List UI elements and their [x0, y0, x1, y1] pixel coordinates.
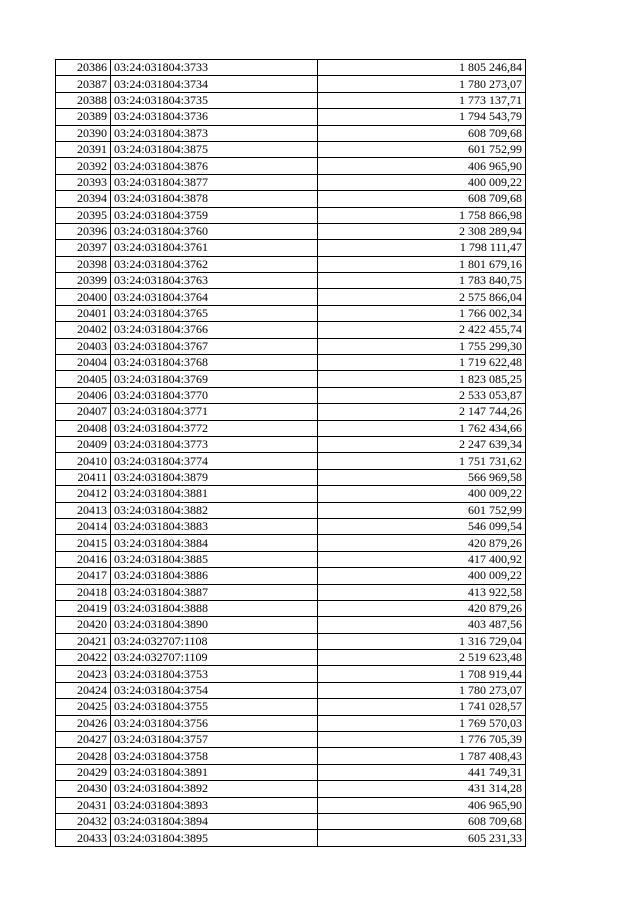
row-number-cell: 20400	[56, 289, 111, 305]
cadastral-value-cell: 1 780 273,07	[318, 76, 526, 92]
table-row	[56, 633, 526, 649]
row-number-cell: 20413	[56, 502, 111, 518]
cadastral-number-cell: 03:24:031804:3894	[111, 813, 318, 829]
row-number-cell: 20396	[56, 223, 111, 239]
cadastral-number-cell: 03:24:031804:3878	[111, 191, 318, 207]
table-row	[56, 436, 526, 452]
row-number-cell: 20419	[56, 600, 111, 616]
cadastral-number-cell: 03:24:031804:3762	[111, 256, 318, 272]
cadastral-value-cell: 2 519 623,48	[318, 650, 526, 666]
table-row	[56, 830, 526, 846]
cadastral-number-cell: 03:24:031804:3760	[111, 223, 318, 239]
row-number-cell: 20426	[56, 715, 111, 731]
table-row	[56, 420, 526, 436]
row-number-cell: 20388	[56, 92, 111, 108]
cadastral-value-cell: 400 009,22	[318, 174, 526, 190]
row-number-cell: 20395	[56, 207, 111, 223]
row-number-cell: 20403	[56, 338, 111, 354]
table-row	[56, 617, 526, 633]
cadastral-value-cell: 1 776 705,39	[318, 732, 526, 748]
cadastral-value-cell: 441 749,31	[318, 764, 526, 780]
table-row	[56, 568, 526, 584]
cadastral-value-cell: 566 969,58	[318, 469, 526, 485]
row-number-cell: 20406	[56, 387, 111, 403]
row-number-cell: 20432	[56, 813, 111, 829]
cadastral-value-cell: 1 805 246,84	[318, 60, 526, 76]
cadastral-number-cell: 03:24:031804:3891	[111, 764, 318, 780]
row-number-cell: 20397	[56, 240, 111, 256]
row-number-cell: 20392	[56, 158, 111, 174]
cadastral-value-cell: 2 247 639,34	[318, 436, 526, 452]
table-row	[56, 682, 526, 698]
row-number-cell: 20409	[56, 436, 111, 452]
table-row	[56, 338, 526, 354]
table-row	[56, 584, 526, 600]
cadastral-number-cell: 03:24:031804:3876	[111, 158, 318, 174]
table-row	[56, 453, 526, 469]
cadastral-number-cell: 03:24:032707:1108	[111, 633, 318, 649]
table-row	[56, 174, 526, 190]
cadastral-number-cell: 03:24:031804:3756	[111, 715, 318, 731]
row-number-cell: 20423	[56, 666, 111, 682]
cadastral-value-cell: 406 965,90	[318, 158, 526, 174]
cadastral-number-cell: 03:24:031804:3877	[111, 174, 318, 190]
table-row	[56, 289, 526, 305]
row-number-cell: 20418	[56, 584, 111, 600]
cadastral-value-cell: 400 009,22	[318, 568, 526, 584]
cadastral-number-cell: 03:24:031804:3767	[111, 338, 318, 354]
cadastral-value-cell: 1 755 299,30	[318, 338, 526, 354]
table-row	[56, 76, 526, 92]
table-row	[56, 469, 526, 485]
cadastral-value-cell: 1 316 729,04	[318, 633, 526, 649]
cadastral-number-cell: 03:24:031804:3875	[111, 141, 318, 157]
cadastral-value-cell: 2 422 455,74	[318, 322, 526, 338]
row-number-cell: 20422	[56, 650, 111, 666]
row-number-cell: 20398	[56, 256, 111, 272]
cadastral-value-cell: 546 099,54	[318, 518, 526, 534]
table-row	[56, 207, 526, 223]
cadastral-value-cell: 2 575 866,04	[318, 289, 526, 305]
cadastral-value-cell: 601 752,99	[318, 502, 526, 518]
table-row	[56, 240, 526, 256]
cadastral-number-cell: 03:24:031804:3773	[111, 436, 318, 452]
row-number-cell: 20433	[56, 830, 111, 846]
cadastral-number-cell: 03:24:031804:3885	[111, 551, 318, 567]
cadastral-value-cell: 1 708 919,44	[318, 666, 526, 682]
table-row	[56, 355, 526, 371]
cadastral-value-table	[55, 59, 526, 847]
cadastral-number-cell: 03:24:031804:3764	[111, 289, 318, 305]
row-number-cell: 20430	[56, 781, 111, 797]
row-number-cell: 20399	[56, 273, 111, 289]
cadastral-number-cell: 03:24:031804:3879	[111, 469, 318, 485]
cadastral-number-cell: 03:24:031804:3736	[111, 109, 318, 125]
table-row	[56, 322, 526, 338]
row-number-cell: 20407	[56, 404, 111, 420]
cadastral-value-cell: 608 709,68	[318, 813, 526, 829]
cadastral-value-cell: 601 752,99	[318, 141, 526, 157]
cadastral-value-cell: 608 709,68	[318, 125, 526, 141]
table-row	[56, 518, 526, 534]
cadastral-number-cell: 03:24:031804:3768	[111, 355, 318, 371]
table-row	[56, 273, 526, 289]
cadastral-value-cell: 403 487,56	[318, 617, 526, 633]
table-row	[56, 486, 526, 502]
cadastral-value-cell: 608 709,68	[318, 191, 526, 207]
row-number-cell: 20386	[56, 60, 111, 76]
cadastral-value-cell: 1 769 570,03	[318, 715, 526, 731]
row-number-cell: 20421	[56, 633, 111, 649]
cadastral-number-cell: 03:24:031804:3753	[111, 666, 318, 682]
row-number-cell: 20414	[56, 518, 111, 534]
cadastral-value-cell: 605 231,33	[318, 830, 526, 846]
cadastral-number-cell: 03:24:031804:3895	[111, 830, 318, 846]
cadastral-number-cell: 03:24:031804:3755	[111, 699, 318, 715]
cadastral-number-cell: 03:24:031804:3735	[111, 92, 318, 108]
table-row	[56, 551, 526, 567]
table-row	[56, 109, 526, 125]
row-number-cell: 20405	[56, 371, 111, 387]
cadastral-number-cell: 03:24:031804:3757	[111, 732, 318, 748]
row-number-cell: 20401	[56, 305, 111, 321]
table-row	[56, 781, 526, 797]
cadastral-value-cell: 431 314,28	[318, 781, 526, 797]
cadastral-number-cell: 03:24:031804:3883	[111, 518, 318, 534]
table-row	[56, 813, 526, 829]
cadastral-number-cell: 03:24:031804:3772	[111, 420, 318, 436]
row-number-cell: 20424	[56, 682, 111, 698]
cadastral-value-cell: 1 823 085,25	[318, 371, 526, 387]
table-row	[56, 666, 526, 682]
cadastral-number-cell: 03:24:031804:3770	[111, 387, 318, 403]
table-row	[56, 600, 526, 616]
row-number-cell: 20420	[56, 617, 111, 633]
table-row	[56, 732, 526, 748]
row-number-cell: 20415	[56, 535, 111, 551]
row-number-cell: 20429	[56, 764, 111, 780]
cadastral-value-cell: 1 766 002,34	[318, 305, 526, 321]
cadastral-number-cell: 03:24:031804:3754	[111, 682, 318, 698]
table-row	[56, 371, 526, 387]
table-row	[56, 650, 526, 666]
cadastral-value-cell: 1 787 408,43	[318, 748, 526, 764]
table-row	[56, 535, 526, 551]
table-row	[56, 60, 526, 76]
table-row	[56, 256, 526, 272]
row-number-cell: 20425	[56, 699, 111, 715]
row-number-cell: 20389	[56, 109, 111, 125]
table-row	[56, 141, 526, 157]
row-number-cell: 20394	[56, 191, 111, 207]
cadastral-number-cell: 03:24:031804:3887	[111, 584, 318, 600]
cadastral-value-cell: 417 400,92	[318, 551, 526, 567]
cadastral-value-cell: 1 758 866,98	[318, 207, 526, 223]
table-row	[56, 305, 526, 321]
cadastral-number-cell: 03:24:031804:3761	[111, 240, 318, 256]
cadastral-value-cell: 1 794 543,79	[318, 109, 526, 125]
cadastral-value-cell: 1 773 137,71	[318, 92, 526, 108]
cadastral-number-cell: 03:24:031804:3771	[111, 404, 318, 420]
table-row	[56, 715, 526, 731]
row-number-cell: 20387	[56, 76, 111, 92]
cadastral-value-cell: 420 879,26	[318, 600, 526, 616]
cadastral-number-cell: 03:24:031804:3774	[111, 453, 318, 469]
cadastral-value-cell: 413 922,58	[318, 584, 526, 600]
row-number-cell: 20428	[56, 748, 111, 764]
cadastral-value-cell: 2 308 289,94	[318, 223, 526, 239]
cadastral-number-cell: 03:24:031804:3763	[111, 273, 318, 289]
cadastral-number-cell: 03:24:031804:3873	[111, 125, 318, 141]
cadastral-value-cell: 1 741 028,57	[318, 699, 526, 715]
cadastral-value-cell: 420 879,26	[318, 535, 526, 551]
row-number-cell: 20408	[56, 420, 111, 436]
cadastral-number-cell: 03:24:031804:3884	[111, 535, 318, 551]
cadastral-number-cell: 03:24:031804:3893	[111, 797, 318, 813]
table-row	[56, 764, 526, 780]
cadastral-value-cell: 1 798 111,47	[318, 240, 526, 256]
table-row	[56, 404, 526, 420]
cadastral-number-cell: 03:24:031804:3892	[111, 781, 318, 797]
table-row	[56, 191, 526, 207]
table-row	[56, 797, 526, 813]
cadastral-number-cell: 03:24:031804:3881	[111, 486, 318, 502]
row-number-cell: 20411	[56, 469, 111, 485]
cadastral-number-cell: 03:24:031804:3886	[111, 568, 318, 584]
row-number-cell: 20391	[56, 141, 111, 157]
cadastral-value-cell: 1 762 434,66	[318, 420, 526, 436]
cadastral-value-cell: 2 147 744,26	[318, 404, 526, 420]
cadastral-number-cell: 03:24:032707:1109	[111, 650, 318, 666]
cadastral-value-cell: 400 009,22	[318, 486, 526, 502]
row-number-cell: 20412	[56, 486, 111, 502]
cadastral-number-cell: 03:24:031804:3758	[111, 748, 318, 764]
row-number-cell: 20404	[56, 355, 111, 371]
table-row	[56, 748, 526, 764]
cadastral-number-cell: 03:24:031804:3888	[111, 600, 318, 616]
table-row	[56, 502, 526, 518]
table-row	[56, 223, 526, 239]
cadastral-number-cell: 03:24:031804:3734	[111, 76, 318, 92]
table-row	[56, 158, 526, 174]
row-number-cell: 20417	[56, 568, 111, 584]
cadastral-number-cell: 03:24:031804:3733	[111, 60, 318, 76]
row-number-cell: 20393	[56, 174, 111, 190]
cadastral-value-cell: 406 965,90	[318, 797, 526, 813]
cadastral-number-cell: 03:24:031804:3765	[111, 305, 318, 321]
table-row	[56, 699, 526, 715]
row-number-cell: 20427	[56, 732, 111, 748]
cadastral-value-cell: 1 780 273,07	[318, 682, 526, 698]
row-number-cell: 20416	[56, 551, 111, 567]
row-number-cell: 20410	[56, 453, 111, 469]
cadastral-value-cell: 1 801 679,16	[318, 256, 526, 272]
table-row	[56, 92, 526, 108]
cadastral-value-cell: 1 751 731,62	[318, 453, 526, 469]
table-row	[56, 125, 526, 141]
cadastral-value-cell: 1 719 622,48	[318, 355, 526, 371]
table-row	[56, 387, 526, 403]
cadastral-value-cell: 2 533 053,87	[318, 387, 526, 403]
table-body	[56, 60, 526, 847]
cadastral-number-cell: 03:24:031804:3890	[111, 617, 318, 633]
cadastral-number-cell: 03:24:031804:3882	[111, 502, 318, 518]
cadastral-number-cell: 03:24:031804:3759	[111, 207, 318, 223]
row-number-cell: 20390	[56, 125, 111, 141]
row-number-cell: 20402	[56, 322, 111, 338]
cadastral-number-cell: 03:24:031804:3766	[111, 322, 318, 338]
cadastral-value-cell: 1 783 840,75	[318, 273, 526, 289]
row-number-cell: 20431	[56, 797, 111, 813]
cadastral-number-cell: 03:24:031804:3769	[111, 371, 318, 387]
